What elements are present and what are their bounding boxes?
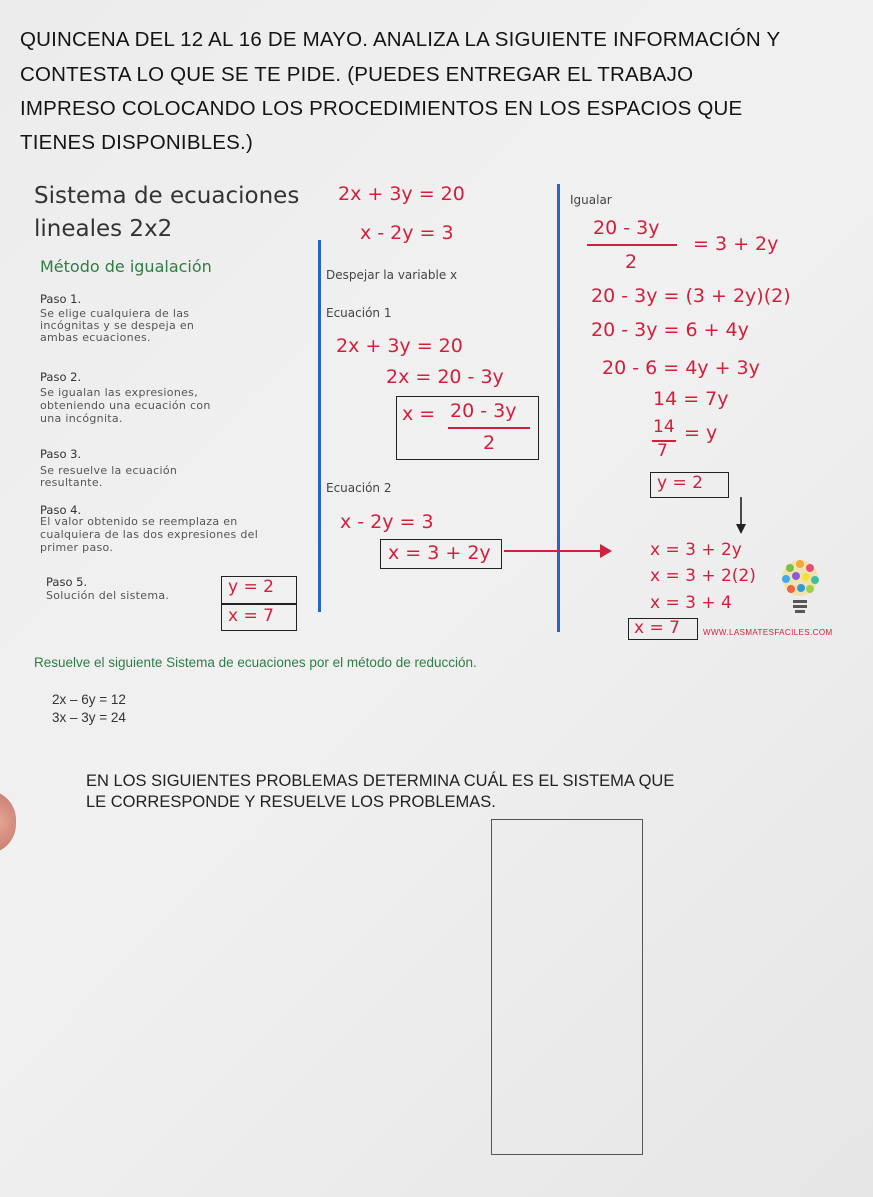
step-2-label: Paso 2. bbox=[40, 370, 82, 384]
infographic-title-1: Sistema de ecuaciones bbox=[34, 183, 300, 209]
right-step-5-denominator: 7 bbox=[657, 441, 668, 461]
step-3-desc-1: Se resuelve la ecuación bbox=[40, 464, 178, 477]
step-2-desc-1: Se igualan las expresiones, bbox=[40, 386, 198, 399]
step-2-desc-3: una incógnita. bbox=[40, 412, 123, 425]
right-step-8: x = 3 + 2(2) bbox=[650, 566, 756, 586]
igualar-label: Igualar bbox=[570, 193, 612, 207]
arrow-right-icon bbox=[504, 541, 614, 561]
right-step-3: 20 - 6 = 4y + 3y bbox=[602, 357, 760, 379]
right-step-7: x = 3 + 2y bbox=[650, 540, 742, 560]
arrow-down-icon bbox=[734, 497, 748, 535]
right-fraction-bar bbox=[587, 244, 677, 246]
right-step-10: x = 7 bbox=[634, 618, 680, 638]
lightbulb-icon bbox=[778, 556, 822, 626]
e2-line-1: x - 2y = 3 bbox=[340, 511, 434, 533]
e1-fraction-bar bbox=[448, 427, 530, 429]
step-4-desc-3: primer paso. bbox=[40, 541, 114, 554]
right-step-5-numerator: 14 bbox=[653, 417, 675, 437]
e1-numerator: 20 - 3y bbox=[450, 400, 517, 422]
e1-line-2: 2x = 20 - 3y bbox=[386, 366, 504, 388]
step-4-label: Paso 4. bbox=[40, 503, 82, 517]
step-1-desc-2: incógnitas y se despeja en bbox=[40, 319, 195, 332]
exercise-eq-2: 3x – 3y = 24 bbox=[52, 710, 126, 725]
right-frac-denominator: 2 bbox=[625, 251, 638, 273]
e1-denominator: 2 bbox=[483, 432, 496, 454]
right-step-4: 14 = 7y bbox=[653, 388, 729, 410]
right-step-1: 20 - 3y = (3 + 2y)(2) bbox=[591, 285, 791, 307]
method-title: Método de igualación bbox=[40, 257, 212, 276]
e1-line-1: 2x + 3y = 20 bbox=[336, 335, 463, 357]
exercise-instruction: Resuelve el siguiente Sistema de ecuaciones por el método de reducción. bbox=[34, 655, 477, 670]
ecuacion-1-label: Ecuación 1 bbox=[326, 306, 392, 320]
infographic-title-2: lineales 2x2 bbox=[34, 216, 173, 242]
step-1-label: Paso 1. bbox=[40, 292, 82, 306]
problems-line-2: LE CORRESPONDE Y RESUELVE LOS PROBLEMAS. bbox=[86, 793, 496, 811]
header-line-1: QUINCENA DEL 12 AL 16 DE MAYO. ANALIZA LA SIGUIENTE INFORMACIÓN Y bbox=[20, 28, 781, 51]
right-step-6: y = 2 bbox=[657, 473, 703, 493]
divider-right bbox=[557, 184, 560, 632]
solution-divider bbox=[221, 603, 296, 605]
divider-left bbox=[318, 240, 321, 612]
step-3-label: Paso 3. bbox=[40, 447, 82, 461]
solution-x: x = 7 bbox=[228, 606, 274, 626]
step-4-desc-1: El valor obtenido se reemplaza en bbox=[40, 515, 238, 528]
problems-line-1: EN LOS SIGUIENTES PROBLEMAS DETERMINA CUÁL ES EL SISTEMA QUE bbox=[86, 772, 675, 790]
step-5-label: Paso 5. bbox=[46, 575, 88, 589]
step-1-desc-1: Se elige cualquiera de las bbox=[40, 307, 190, 320]
e2-boxed-text: x = 3 + 2y bbox=[388, 542, 491, 564]
finger-edge bbox=[0, 790, 16, 854]
ecuacion-2-label: Ecuación 2 bbox=[326, 481, 392, 495]
watermark: WWW.LASMATESFACILES.COM bbox=[703, 628, 833, 637]
step-4-desc-2: cualquiera de las dos expresiones del bbox=[40, 528, 259, 541]
step-1-desc-3: ambas ecuaciones. bbox=[40, 331, 151, 344]
right-frac-rhs: = 3 + 2y bbox=[693, 233, 779, 255]
step-2-desc-2: obteniendo una ecuación con bbox=[40, 399, 211, 412]
right-step-2: 20 - 3y = 6 + 4y bbox=[591, 319, 749, 341]
system-eq-1: 2x + 3y = 20 bbox=[338, 183, 465, 205]
system-eq-2: x - 2y = 3 bbox=[360, 222, 454, 244]
despejar-label: Despejar la variable x bbox=[326, 268, 458, 282]
step-5-desc-1: Solución del sistema. bbox=[46, 589, 170, 602]
right-step-5-rhs: = y bbox=[684, 422, 718, 444]
e1-x: x = bbox=[402, 403, 436, 425]
header-line-4: TIENES DISPONIBLES.) bbox=[20, 131, 253, 154]
step-3-desc-2: resultante. bbox=[40, 476, 103, 489]
header-line-3: IMPRESO COLOCANDO LOS PROCEDIMIENTOS EN LOS ESPACIOS QUE bbox=[20, 97, 743, 120]
right-step-9: x = 3 + 4 bbox=[650, 593, 732, 613]
right-frac-numerator: 20 - 3y bbox=[593, 217, 660, 239]
exercise-eq-1: 2x – 6y = 12 bbox=[52, 692, 126, 707]
header-line-2: CONTESTA LO QUE SE TE PIDE. (PUEDES ENTREGAR EL TRABAJO bbox=[20, 63, 694, 86]
solution-y: y = 2 bbox=[228, 577, 274, 597]
answer-space-box[interactable] bbox=[491, 819, 643, 1155]
